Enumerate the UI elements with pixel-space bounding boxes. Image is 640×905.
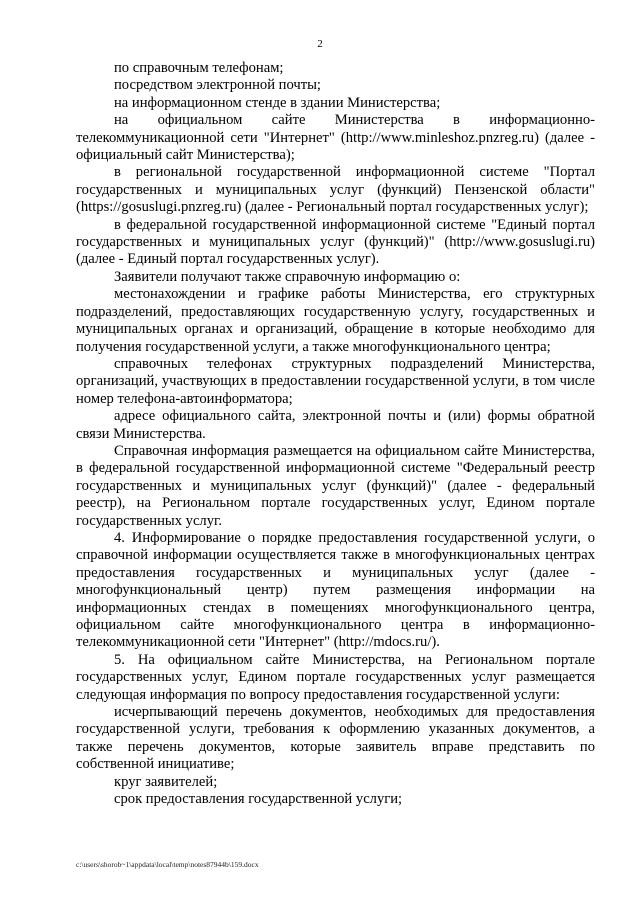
page-number: 2 [317,38,323,50]
paragraph-item-4: 4. Информирование о порядке предоставления государственной услуги, о справочной информации осуществляется также в многофункциональных центрах предоставления государственных и муниципальных услуг (далее - многофункциональный центр) путем размещения информации на информационных стендах в помещениях многофункционального центра, официальном сайте многофункционального центра в информационно-телекоммуникационной сети "Интернет" (http://mdocs.ru/). [76,529,595,651]
paragraph-item-5: 5. На официальном сайте Министерства, на Региональном портале государственных услуг, Едином портале государственных услуг размещается следующая информация по вопросу предоставления государственной услуги: [76,651,595,703]
paragraph-phone: по справочным телефонам; [114,60,284,76]
paragraph-official-site: на официальном сайте Министерства в информационно-телекоммуникационной сети "Интернет" (http://www.minleshoz.pnzreg.ru) (далее - официальный сайт Министерства); [76,112,595,164]
paragraph-service-term: срок предоставления государственной услуги; [114,791,403,808]
document-body [76,60,595,808]
paragraph-regional-portal: в региональной государственной информационной системе "Портал государственных и муниципальных услуг (функций) Пензенской области" (https://gosuslugi.pnzreg.ru) (далее - Региональный портал государственных услуг); [76,164,595,216]
paragraph-email: посредством электронной почты; [114,77,321,94]
paragraph-reference-placement: Справочная информация размещается на официальном сайте Министерства, в федеральной государственной информационной системе "Федеральный реестр государственных и муниципальных услуг (функций)" (далее - федеральный реестр), на Региональном портале государственных услуг, Едином портале государственных услуг. [76,442,595,529]
paragraph-documents-list: исчерпывающий перечень документов, необходимых для предоставления государственной услуги, требования к оформлению указанных документов, а также перечень документов, которые заявитель вправе представить по собственной инициативе; [76,704,595,773]
paragraph-info-stand: на информационном стенде в здании Министерства; [114,94,441,111]
footer-file-path: c:\users\shorob~1\appdata\local\temp\notes87944b\159.docx [76,860,259,869]
paragraph-applicants-circle: круг заявителей; [114,773,218,790]
paragraph-location-schedule: местонахождении и графике работы Министерства, его структурных подразделений, предоставляющих государственную услугу, государственных и муниципальных органах и организаций, обращение в которые необходимо для получения государственной услуги, а также многофункционального центра; [76,286,595,355]
paragraph-applicants-info: Заявители получают также справочную информацию о: [114,268,461,285]
paragraph-reference-phones: справочных телефонах структурных подразделений Министерства, организаций, участвующих в предоставлении государственной услуги, в том числе номер телефона-автоинформатора; [76,355,595,407]
paragraph-unified-portal: в федеральной государственной информационной системе "Единый портал государственных и муниципальных услуг (функций)" (http://www.gosuslugi.ru) (далее - Единый портал государственных услуг). [76,216,595,268]
paragraph-site-address: адресе официального сайта, электронной почты и (или) формы обратной связи Министерства. [76,408,595,442]
